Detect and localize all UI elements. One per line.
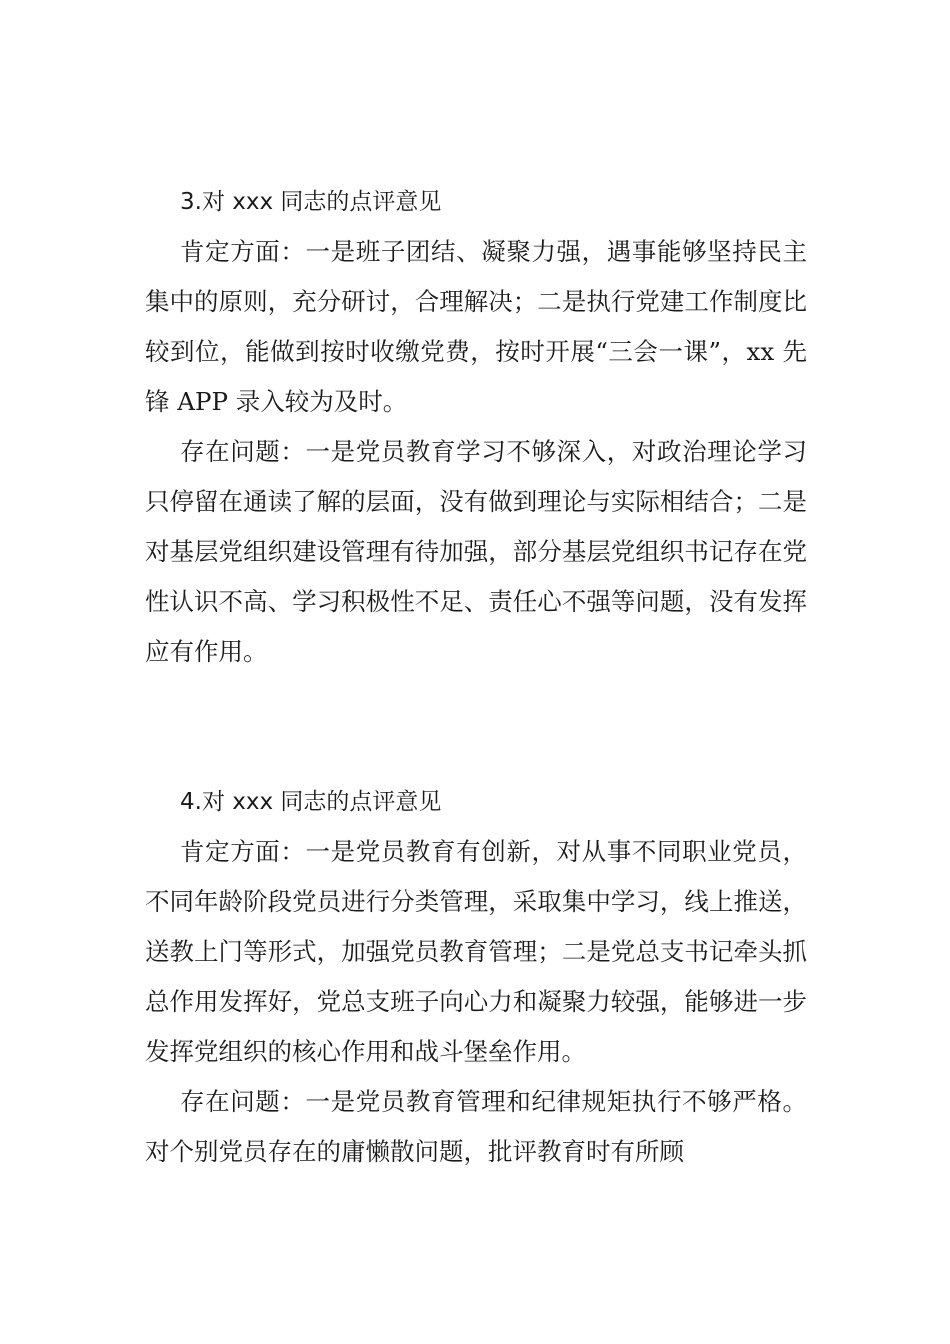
positive-paragraph: 肯定方面：一是党员教育有创新，对从事不同职业党员，不同年龄阶段党员进行分类管理，采取集中学习，线上推送，送教上门等形式，加强党员教育管理；二是党总支书记牵头抓总作用发挥好，党总支班子向心力和凝聚力较强，能够进一步发挥党组织的核心作用和战斗堡垒作用。	[145, 837, 807, 1066]
section-spacer	[145, 677, 807, 777]
problems-paragraph: 存在问题：一是党员教育学习不够深入，对政治理论学习只停留在通读了解的层面，没有做到理论与实际相结合；二是对基层党组织建设管理有待加强，部分基层党组织书记存在党性认识不高、学习积极性不足、责任心不强等问题，没有发挥应有作用。	[145, 437, 807, 666]
document-page	[145, 177, 807, 1177]
problems-paragraph: 存在问题：一是党员教育管理和纪律规矩执行不够严格。对个别党员存在的庸懒散问题，批评教育时有所顾	[145, 1087, 807, 1166]
section-3	[145, 177, 807, 677]
section-4	[145, 777, 807, 1177]
section-heading: 4.对 xxx 同志的点评意见	[180, 789, 442, 815]
section-heading: 3.对 xxx 同志的点评意见	[180, 189, 442, 215]
positive-paragraph: 肯定方面：一是班子团结、凝聚力强，遇事能够坚持民主集中的原则，充分研讨，合理解决；二是执行党建工作制度比较到位，能做到按时收缴党费，按时开展“三会一课”，xx 先锋 APP 录入较为及时。	[145, 237, 807, 416]
